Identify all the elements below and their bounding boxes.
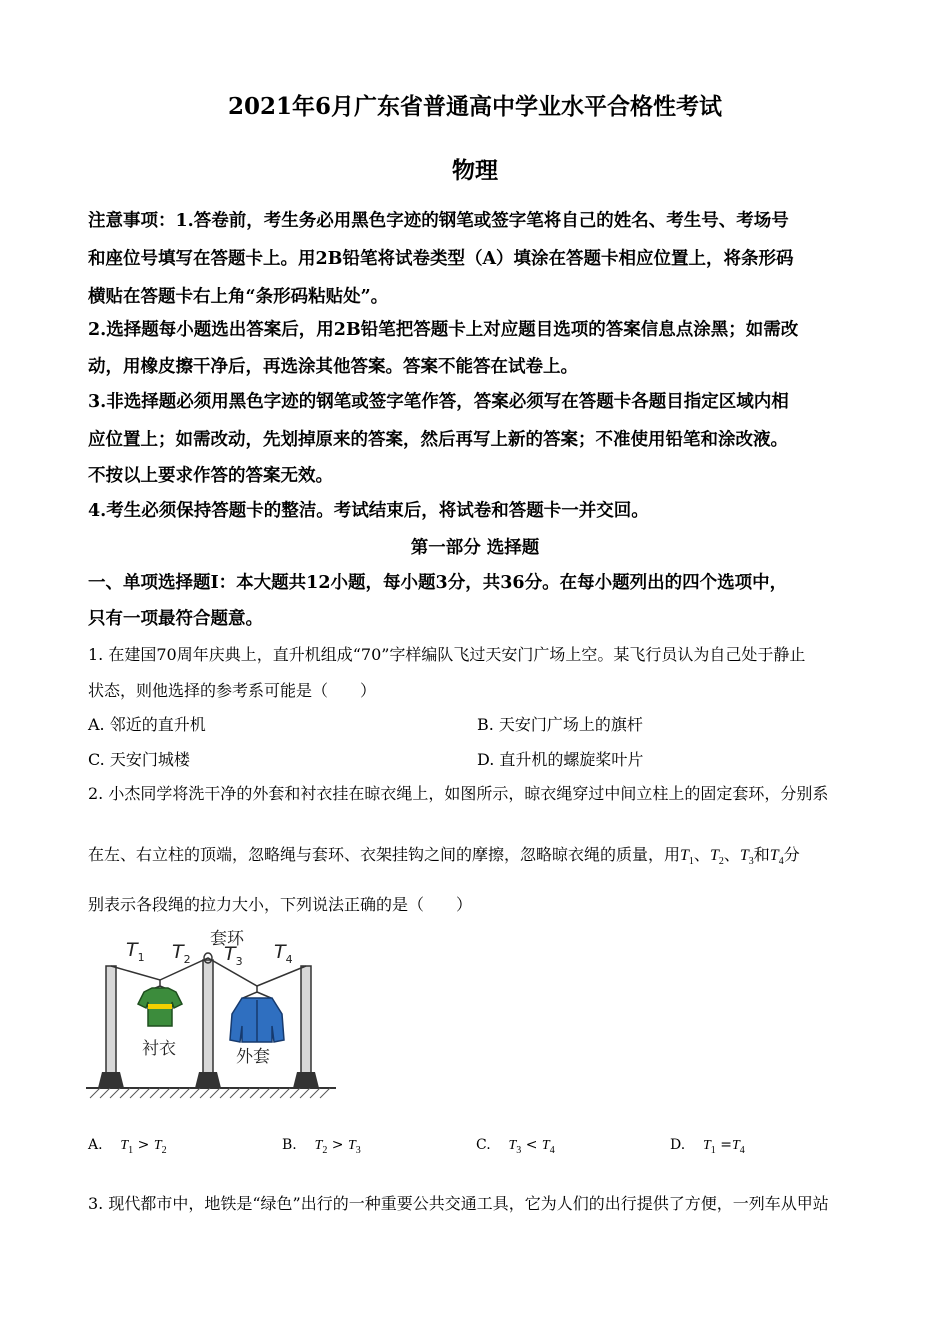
tension-label-t1: $T_1$ — [126, 939, 145, 964]
tension-label-t4: $T_4$ — [274, 941, 293, 966]
question-3-text: 3. 现代都市中，地铁是“绿色”出行的一种重要公共交通工具，它为人们的出行提供了方便，一列车从甲站 — [88, 1194, 829, 1213]
notice-line: 横贴在答题卡右上角“条形码粘贴处”。 — [88, 287, 389, 307]
notice-line: 动，用橡皮擦干净后，再选涂其他答案。答案不能答在试卷上。 — [88, 357, 578, 377]
q2-option-c: C. $T_3 < T_4$ — [476, 1137, 555, 1156]
q1-option-c: C. 天安门城楼 — [88, 750, 190, 769]
tension-label-t2: $T_2$ — [172, 941, 191, 966]
left-pole — [106, 966, 116, 1074]
shirt-stripe — [148, 1004, 172, 1009]
ring-label: 套环 — [210, 929, 244, 949]
exam-title: 2021年6月广东省普通高中学业水平合格性考试 — [227, 93, 723, 120]
notice-line: 3.非选择题必须用黑色字迹的钢笔或签字笔作答，答案必须写在答题卡各题目指定区域内相 — [88, 392, 789, 412]
question-2-text: 别表示各段绳的拉力大小，下列说法正确的是（ ） — [88, 895, 473, 914]
coat-label: 外套 — [236, 1047, 270, 1067]
q2-option-b: B. $T_2 > T_3$ — [282, 1137, 361, 1156]
notice-line: 注意事项：1.答卷前，考生务必用黑色字迹的钢笔或签字笔将自己的姓名、考生号、考场号 — [88, 211, 789, 231]
left-base — [98, 1072, 124, 1088]
notice-line: 和座位号填写在答题卡上。用2B铅笔将试卷类型（A）填涂在答题卡相应位置上，将条形码 — [88, 249, 794, 269]
middle-pole — [203, 960, 213, 1074]
section-heading: 一、单项选择题Ⅰ：本大题共12小题，每小题3分，共36分。在每小题列出的四个选项中， — [88, 573, 788, 593]
notice-line: 2.选择题每小题选出答案后，用2B铅笔把答题卡上对应题目选项的答案信息点涂黑；如需改 — [88, 320, 799, 340]
question-2-text: 在左、右立柱的顶端，忽略绳与套环、衣架挂钩之间的摩擦，忽略晾衣绳的质量，用$T_1$、$T_2$、$T_3$和$T_4$分 — [88, 845, 800, 868]
exam-subject: 物理 — [452, 157, 498, 184]
question-1-text: 1. 在建国70周年庆典上，直升机组成“70”字样编队飞过天安门广场上空。某飞行员认为自己处于静止 — [88, 645, 806, 664]
notice-line: 应位置上；如需改动，先划掉原来的答案，然后再写上新的答案；不准使用铅笔和涂改液。 — [88, 430, 788, 450]
section-heading: 只有一项最符合题意。 — [88, 609, 263, 629]
question-2-text: 2. 小杰同学将洗干净的外套和衬衣挂在晾衣绳上，如图所示，晾衣绳穿过中间立柱上的固定套环，分别系 — [88, 784, 829, 803]
q1-option-a: A. 邻近的直升机 — [88, 715, 206, 734]
q2-option-a: A. $T_1 > T_2$ — [88, 1137, 167, 1156]
q1-option-b: B. 天安门广场上的旗杆 — [477, 715, 643, 734]
ground-hatch — [90, 1088, 330, 1098]
clothesline-figure — [86, 922, 348, 1104]
tension-label-t3: $T_3$ — [224, 943, 243, 968]
q2-option-d: D. $T_1 =T_4$ — [670, 1137, 745, 1156]
middle-base — [195, 1072, 221, 1088]
right-base — [293, 1072, 319, 1088]
notice-line: 4.考生必须保持答题卡的整洁。考试结束后，将试卷和答题卡一并交回。 — [88, 501, 649, 521]
coat-hanger-icon — [243, 986, 271, 998]
notice-line: 不按以上要求作答的答案无效。 — [88, 466, 333, 486]
question-1-text: 状态，则他选择的参考系可能是（ ） — [88, 681, 377, 700]
shirt-label: 衬衣 — [142, 1039, 176, 1059]
q1-option-d: D. 直升机的螺旋桨叶片 — [477, 750, 644, 769]
part-heading: 第一部分 选择题 — [410, 538, 540, 558]
right-pole — [301, 966, 311, 1074]
